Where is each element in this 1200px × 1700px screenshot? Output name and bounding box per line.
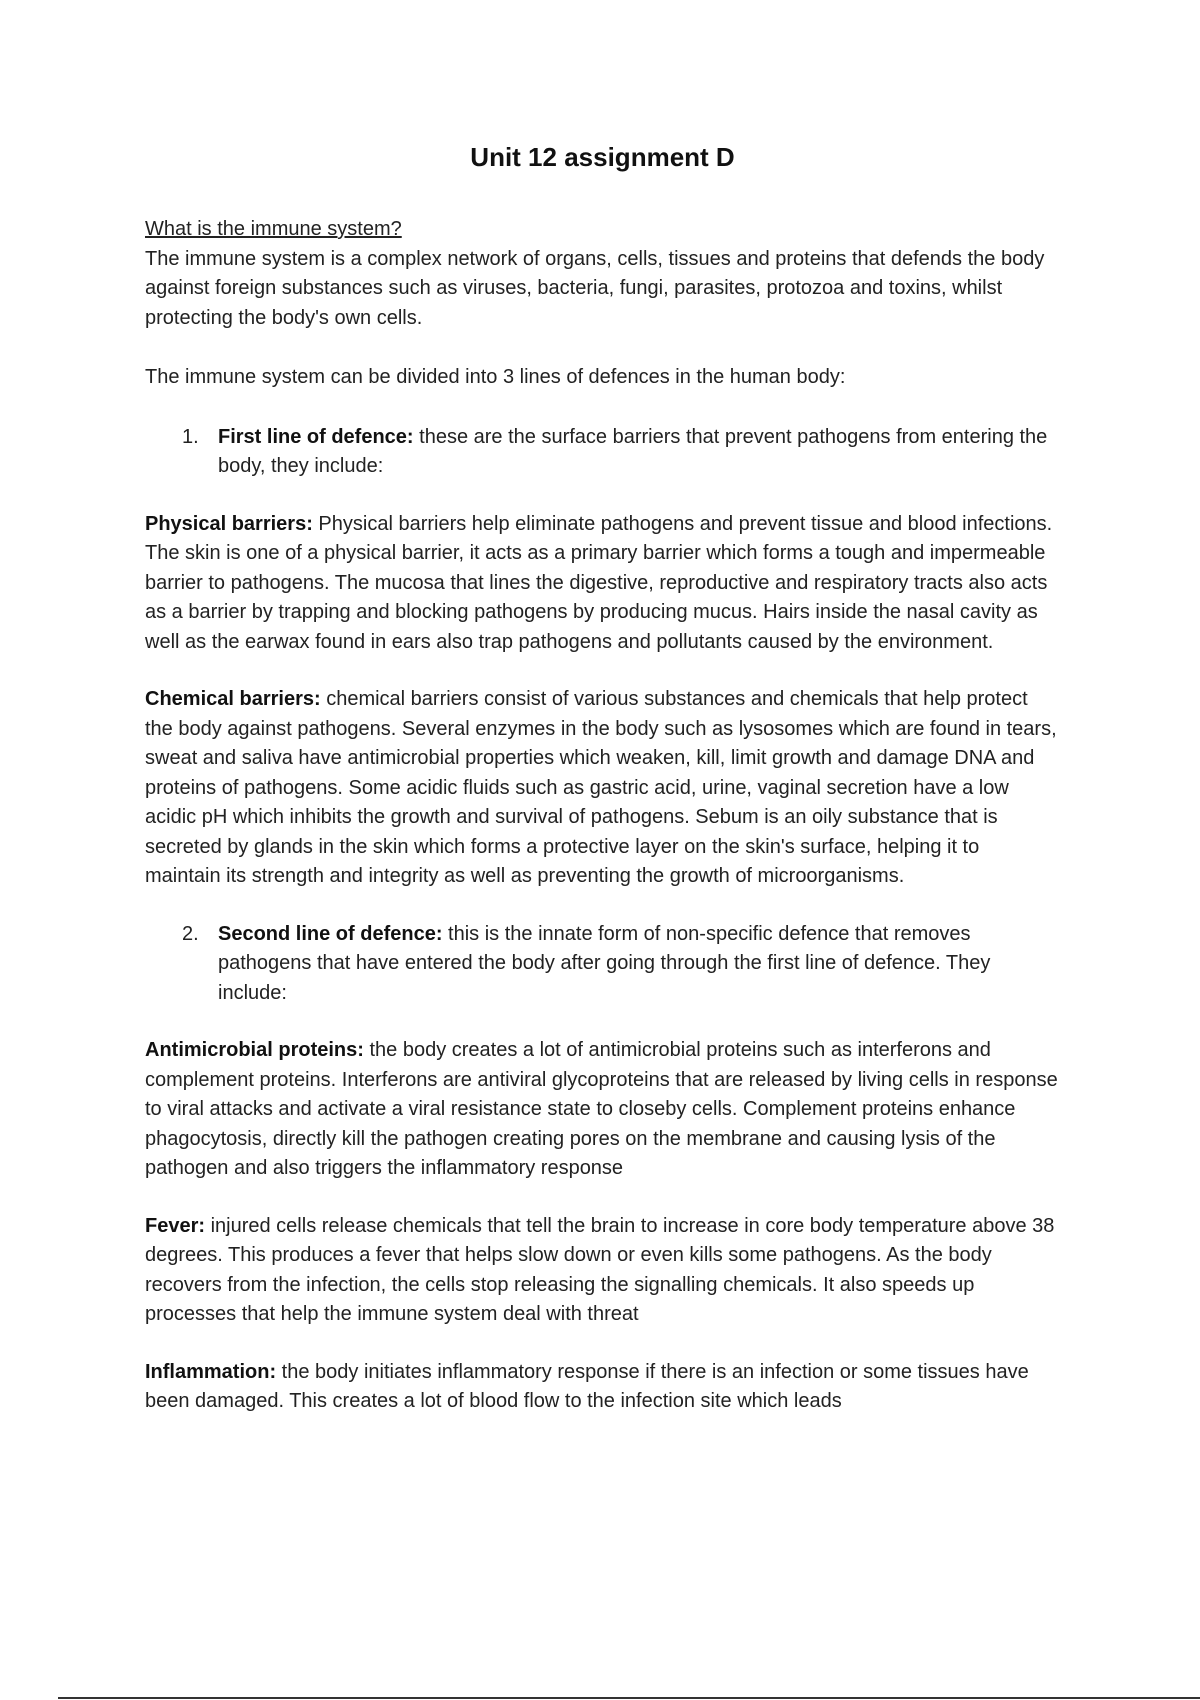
physical-barriers-heading: Physical barriers: xyxy=(145,512,313,535)
section-question: What is the immune system? xyxy=(145,218,402,241)
chemical-barriers-heading: Chemical barriers: xyxy=(145,688,321,711)
antimicrobial-proteins-text: the body creates a lot of antimicrobial proteins such as interferons and complement proteins. Interferons are antiviral glycoproteins that are released by living cells in response to viral attacks and activate a viral resistance state to closeby cells. Complement proteins enhance phagocytosis, directly kill the pathogen creating pores on the membrane and causing lysis of the pathogen and also triggers the inflammatory response xyxy=(145,1039,1058,1180)
list-number: 1. xyxy=(182,425,199,448)
chemical-barriers-paragraph xyxy=(145,685,1060,892)
inflammation-text: the body initiates inflammatory response if there is an infection or some tissues have been damaged. This creates a lot of blood flow to the infection site which leads xyxy=(145,1360,1029,1413)
first-line-text: these are the surface barriers that prevent pathogens from entering the body, they include: xyxy=(218,425,1048,478)
lines-intro-paragraph: The immune system can be divided into 3 lines of defences in the human body: xyxy=(145,366,846,389)
document-page xyxy=(145,142,1060,1417)
chemical-barriers-text: chemical barriers consist of various substances and chemicals that help protect the body against pathogens. Several enzymes in the body such as lysosomes which are found in tears, sweat and saliva have antimicrobial properties which weaken, kill, limit growth and damage DNA and proteins of pathogens. Some acidic fluids such as gastric acid, urine, vaginal secretion have a low acidic pH which inhibits the growth and survival of pathogens. Sebum is an oily substance that is secreted by glands in the skin which forms a protective layer on the skin's surface, helping it to maintain its strength and integrity as well as preventing the growth of microorganisms. xyxy=(145,688,1057,888)
first-line-heading: First line of defence: xyxy=(218,425,414,448)
fever-paragraph xyxy=(145,1212,1060,1330)
antimicrobial-proteins-heading: Antimicrobial proteins: xyxy=(145,1039,364,1062)
list-number: 2. xyxy=(182,922,199,945)
second-line-text: this is the innate form of non-specific defence that removes pathogens that have entered the body after going through the first line of defence. They include: xyxy=(218,922,991,1004)
footer-divider xyxy=(58,1697,1200,1699)
physical-barriers-text: Physical barriers help eliminate pathogens and prevent tissue and blood infections. The skin is one of a physical barrier, it acts as a primary barrier which forms a tough and impermeable barrier to pathogens. The mucosa that lines the digestive, reproductive and respiratory tracts also acts as a barrier by trapping and blocking pathogens by producing mucus. Hairs inside the nasal cavity as well as the earwax found in ears also trap pathogens and pollutants caused by the environment. xyxy=(145,512,1053,653)
list-item-first-line xyxy=(145,423,1060,482)
physical-barriers-paragraph xyxy=(145,510,1060,658)
list-item-second-line xyxy=(145,920,1060,1009)
fever-heading: Fever: xyxy=(145,1214,206,1237)
inflammation-paragraph xyxy=(145,1358,1060,1417)
antimicrobial-proteins-paragraph xyxy=(145,1036,1060,1184)
inflammation-heading: Inflammation: xyxy=(145,1360,277,1383)
intro-paragraph: The immune system is a complex network of organs, cells, tissues and proteins that defends the body against foreign substances such as viruses, bacteria, fungi, parasites, protozoa and toxins, whilst protecting the body's own cells. xyxy=(145,247,1045,329)
page-title: Unit 12 assignment D xyxy=(470,142,735,172)
fever-text: injured cells release chemicals that tell the brain to increase in core body temperature above 38 degrees. This produces a fever that helps slow down or even kills some pathogens. As the body recovers from the infection, the cells stop releasing the signalling chemicals. It also speeds up processes that help the immune system deal with threat xyxy=(145,1214,1055,1326)
second-line-heading: Second line of defence: xyxy=(218,922,443,945)
